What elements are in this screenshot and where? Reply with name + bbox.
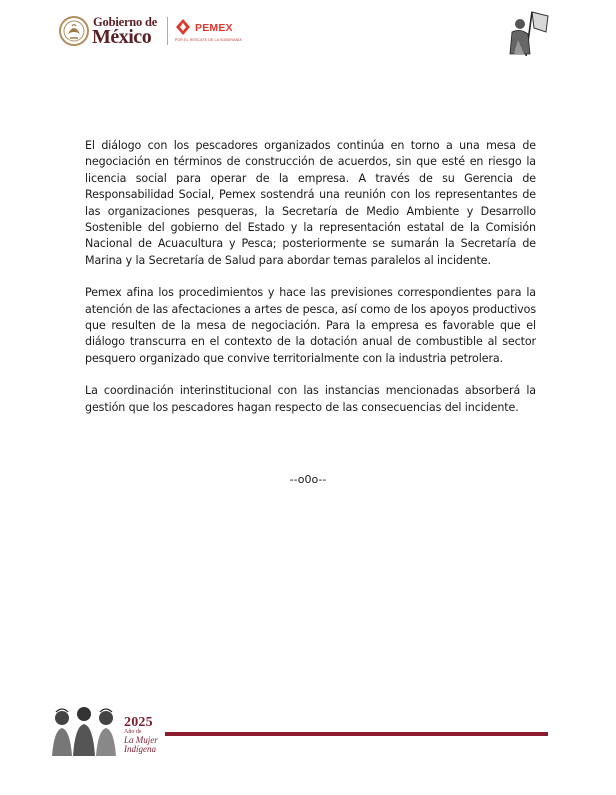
year-line-3: Indígena (124, 744, 156, 754)
pemex-name: PEMEX (195, 22, 233, 34)
paragraph: Pemex afina los procedimientos y hace las previsiones correspondientes para la atención de las afectaciones a artes de pesca, así como de los apoyos productivos que resulten de la mesa de negociación. Para la empresa es favorable que el diálogo transcurra en el contexto de la dotación anual de combustible al sector pesquero organizado que convive territorialmente con la industria petrolera. (85, 286, 537, 365)
mexico-label: México (92, 26, 152, 48)
pemex-tagline: POR EL RESCATE DE LA SOBERANÍA (175, 38, 242, 42)
paragraph: El diálogo con los pescadores organizados continúa en torno a una mesa de negociación en términos de construcción de acuerdos, sin que esté en riesgo la licencia social para operar de la empresa. A través de su Gerencia de Responsabilidad Social, Pemex sostendrá una reunión con los representantes de las organizaciones pesqueras, la Secretaría de Medio Ambiente y Desarrollo Sostenible del gobierno del Estado y la representación estatal de la Comisión Nacional de Acuacultura y Pesca; posteriormente se sumarán la Secretaría de Marina y la Secretaría de Salud para abordar temas paralelos al incidente. (85, 139, 536, 267)
pemex-logo (174, 18, 248, 46)
year-2025-logo (124, 715, 170, 759)
year-number: 2025 (124, 715, 153, 730)
pemex-flame-icon (174, 18, 192, 36)
mexico-seal-icon (58, 14, 90, 48)
indigenous-women-illustration (48, 704, 126, 756)
document-body (85, 138, 536, 432)
gobierno-label: Gobierno de (93, 15, 158, 29)
gobierno-de-mexico-logo (58, 14, 168, 50)
year-line-2: La Mujer (124, 735, 158, 745)
logo-divider (167, 17, 168, 45)
paragraph: La coordinación interinstitucional con las instancias mencionadas absorberá la gestión que los pescadores hagan respecto de las consecuencias del incidente. (85, 384, 536, 414)
page-header (0, 0, 616, 60)
flag-bearer-illustration (504, 10, 550, 58)
footer-divider-line (165, 732, 548, 736)
closing-mark: --o0o-- (289, 473, 327, 486)
year-line-1: Año de (124, 729, 142, 735)
